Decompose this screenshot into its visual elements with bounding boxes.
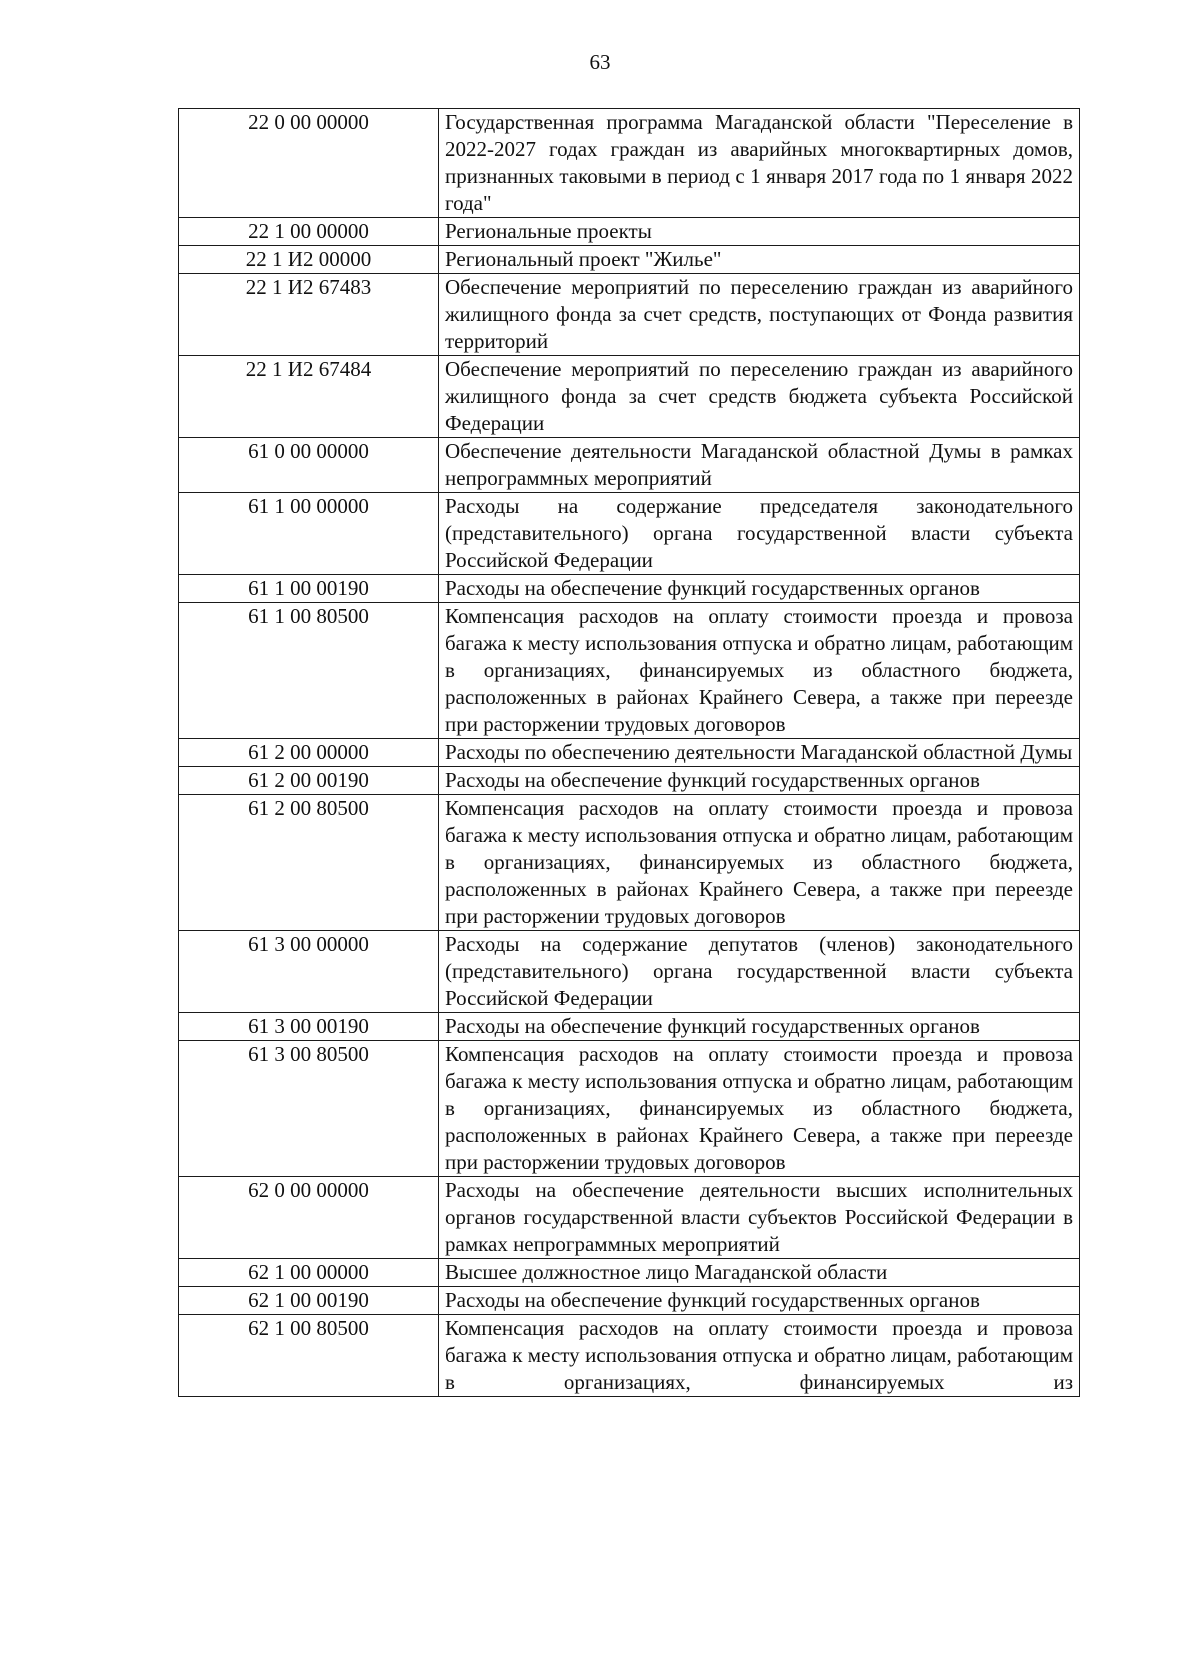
- row-code-cell: 22 1 И2 67483: [179, 274, 439, 356]
- row-code-cell: 61 3 00 00190: [179, 1013, 439, 1041]
- row-code-cell: 61 3 00 80500: [179, 1041, 439, 1177]
- table-row: [179, 739, 1080, 767]
- row-code-cell: 61 2 00 80500: [179, 795, 439, 931]
- row-code-cell: 61 2 00 00190: [179, 767, 439, 795]
- table-row: [179, 438, 1080, 493]
- row-code-cell: 61 1 00 00190: [179, 575, 439, 603]
- table-row: [179, 109, 1080, 218]
- row-code-cell: 62 0 00 00000: [179, 1177, 439, 1259]
- table-row: [179, 1041, 1080, 1177]
- table-row: [179, 767, 1080, 795]
- row-code-cell: 61 1 00 80500: [179, 603, 439, 739]
- row-code-cell: 22 1 И2 67484: [179, 356, 439, 438]
- row-code-cell: 62 1 00 00000: [179, 1259, 439, 1287]
- row-code-cell: 61 3 00 00000: [179, 931, 439, 1013]
- row-code-cell: 62 1 00 00190: [179, 1287, 439, 1315]
- table-row: [179, 931, 1080, 1013]
- table-row: [179, 356, 1080, 438]
- table-body: [179, 109, 1080, 1397]
- row-code-cell: 22 0 00 00000: [179, 109, 439, 218]
- row-description-cell: Компенсация расходов на оплату стоимости проезда и провоза багажа к месту использования отпуска и обратно лицам, работающим в организациях, финансируемых из областного бюджета, расположенных в районах Крайнего Севера, а также при переезде при расторжении трудовых договоров: [439, 1041, 1080, 1177]
- row-description-cell: Расходы на обеспечение функций государственных органов: [439, 767, 1080, 795]
- row-code-cell: 61 0 00 00000: [179, 438, 439, 493]
- row-description-cell: Региональный проект "Жилье": [439, 246, 1080, 274]
- table-row: [179, 493, 1080, 575]
- row-code-cell: 22 1 00 00000: [179, 218, 439, 246]
- table-row: [179, 795, 1080, 931]
- table-row: [179, 1259, 1080, 1287]
- table-row: [179, 603, 1080, 739]
- row-description-cell: Обеспечение деятельности Магаданской областной Думы в рамках непрограммных мероприятий: [439, 438, 1080, 493]
- row-description-cell: Компенсация расходов на оплату стоимости проезда и провоза багажа к месту использования отпуска и обратно лицам, работающим в организациях, финансируемых из областного бюджета, расположенных в районах Крайнего Севера, а также при переезде при расторжении трудовых договоров: [439, 603, 1080, 739]
- row-code-cell: 61 2 00 00000: [179, 739, 439, 767]
- row-description-cell: Государственная программа Магаданской области "Переселение в 2022-2027 годах граждан из аварийных многоквартирных домов, признанных таковыми в период с 1 января 2017 года по 1 января 2022 года": [439, 109, 1080, 218]
- table-row: [179, 1315, 1080, 1397]
- table-row: [179, 575, 1080, 603]
- row-description-cell: Расходы на содержание председателя законодательного (представительного) органа государственной власти субъекта Российской Федерации: [439, 493, 1080, 575]
- table-row: [179, 1287, 1080, 1315]
- budget-classification-table: [178, 108, 1080, 1397]
- row-code-cell: 61 1 00 00000: [179, 493, 439, 575]
- table-row: [179, 246, 1080, 274]
- row-description-cell: Обеспечение мероприятий по переселению граждан из аварийного жилищного фонда за счет средств бюджета субъекта Российской Федерации: [439, 356, 1080, 438]
- table-row: [179, 1177, 1080, 1259]
- row-description-cell: Компенсация расходов на оплату стоимости проезда и провоза багажа к месту использования отпуска и обратно лицам, работающим в организациях, финансируемых из областного бюджета, расположенных в районах Крайнего Севера, а также при переезде при расторжении трудовых договоров: [439, 795, 1080, 931]
- row-code-cell: 62 1 00 80500: [179, 1315, 439, 1397]
- row-description-cell: Обеспечение мероприятий по переселению граждан из аварийного жилищного фонда за счет средств, поступающих от Фонда развития территорий: [439, 274, 1080, 356]
- row-description-cell: Компенсация расходов на оплату стоимости проезда и провоза багажа к месту использования отпуска и обратно лицам, работающим в организациях, финансируемых из: [439, 1315, 1080, 1397]
- row-description-cell: Расходы на обеспечение деятельности высших исполнительных органов государственной власти субъектов Российской Федерации в рамках непрограммных мероприятий: [439, 1177, 1080, 1259]
- row-description-cell: Расходы на обеспечение функций государственных органов: [439, 575, 1080, 603]
- page-number: 63: [589, 50, 611, 74]
- row-description-cell: Расходы на обеспечение функций государственных органов: [439, 1013, 1080, 1041]
- row-description-cell: Региональные проекты: [439, 218, 1080, 246]
- row-description-cell: Высшее должностное лицо Магаданской области: [439, 1259, 1080, 1287]
- table-row: [179, 274, 1080, 356]
- row-code-cell: 22 1 И2 00000: [179, 246, 439, 274]
- table-row: [179, 1013, 1080, 1041]
- row-description-cell: Расходы на содержание депутатов (членов) законодательного (представительного) органа государственной власти субъекта Российской Федерации: [439, 931, 1080, 1013]
- row-description-cell: Расходы на обеспечение функций государственных органов: [439, 1287, 1080, 1315]
- row-description-cell: Расходы по обеспечению деятельности Магаданской областной Думы: [439, 739, 1080, 767]
- table-row: [179, 218, 1080, 246]
